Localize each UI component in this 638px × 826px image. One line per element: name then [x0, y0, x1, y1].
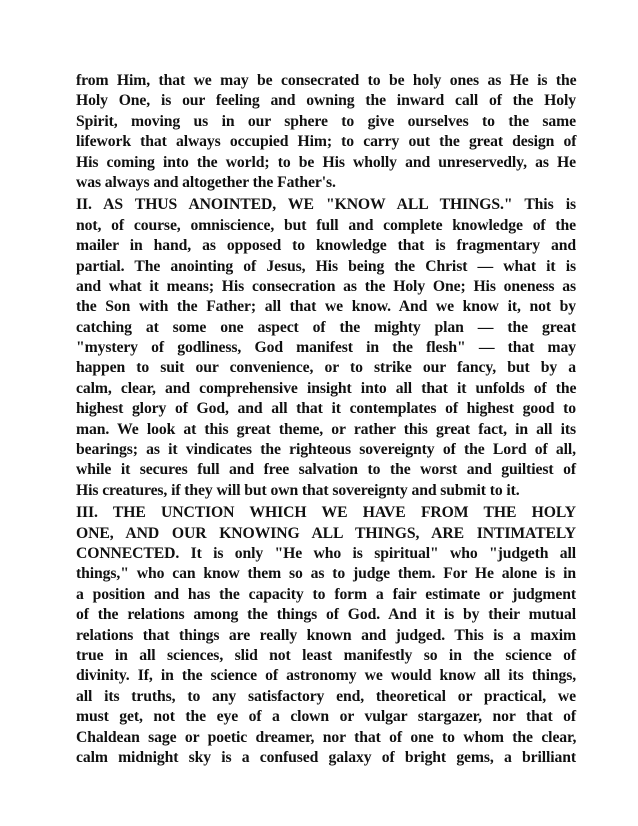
text-line: man. We look at this great theme, or rather this great fact, in all its	[76, 420, 576, 438]
text-line: Holy One, is our feeling and owning the inward call of the Holy	[76, 92, 576, 110]
text-line: and what it means; His consecration as the Holy One; His oneness as	[76, 277, 576, 295]
text-line: calm, clear, and comprehensive insight into all that it unfolds of the	[76, 379, 577, 397]
paragraph-consecration	[76, 71, 576, 193]
text-line: all its truths, to any satisfactory end, theoretical or practical, we	[76, 687, 576, 705]
text-line: "mystery of godliness, God manifest in the flesh" — that may	[76, 339, 576, 357]
text-line: of the relations among the things of God. And it is by their mutual	[76, 606, 576, 624]
text-line: happen to suit our convenience, or to strike our fancy, but by a	[76, 359, 576, 377]
text-line: true in all sciences, slid not least manifestly so in the science of	[76, 646, 576, 664]
text-line: a position and has the capacity to form a fair estimate or judgment	[76, 585, 576, 603]
text-line: relations that things are really known and judged. This is a maxim	[76, 626, 576, 644]
text-line: bearings; as it vindicates the righteous sovereignty of the Lord of all,	[76, 441, 576, 459]
text-line: CONNECTED. It is only "He who is spiritual" who "judgeth all	[76, 544, 576, 562]
text-line: the Son with the Father; all that we know. And we know it, not by	[76, 298, 576, 316]
text-line: lifework that always occupied Him; to carry out the great design of	[76, 133, 577, 151]
section-heading-ii: II. AS THUS ANOINTED, WE "KNOW ALL THINGS." This is	[76, 196, 576, 214]
text-line: catching at some one aspect of the mighty plan — the great	[76, 318, 576, 336]
text-line: partial. The anointing of Jesus, His being the Christ — what it is	[76, 257, 576, 275]
paragraph-section-ii	[76, 195, 576, 501]
text-line: must get, not the eye of a clown or vulgar stargazer, nor that of	[76, 708, 576, 726]
text-line: things," who can know them so as to judge them. For He alone is in	[76, 565, 576, 583]
text-line: mailer in hand, as opposed to knowledge that is fragmentary and	[76, 237, 576, 255]
text-line: His creatures, if they will but own that sovereignty and submit to it.	[76, 481, 520, 499]
paragraph-section-iii	[76, 503, 576, 768]
text-line: divinity. If, in the science of astronomy we would know all its things,	[76, 667, 577, 685]
document-page	[76, 71, 576, 770]
section-heading-iii-continued: ONE, AND OUR KNOWING ALL THINGS, ARE INTIMATELY	[76, 524, 576, 542]
text-line: from Him, that we may be consecrated to be holy ones as He is the	[76, 72, 577, 89]
text-line: while it secures full and free salvation to the worst and guiltiest of	[76, 461, 576, 479]
text-line: was always and altogether the Father's.	[76, 173, 336, 191]
section-heading-iii: III. THE UNCTION WHICH WE HAVE FROM THE HOLY	[76, 504, 576, 522]
text-line: not, of course, omniscience, but full and complete knowledge of the	[76, 216, 576, 234]
text-line: highest glory of God, and all that it contemplates of highest good to	[76, 400, 576, 418]
text-line: His coming into the world; to be His wholly and unreservedly, as He	[76, 153, 576, 171]
text-line: calm midnight sky is a confused galaxy of bright gems, a brilliant	[76, 748, 576, 766]
text-line: Chaldean sage or poetic dreamer, nor that of one to whom the clear,	[76, 728, 577, 746]
text-line: Spirit, moving us in our sphere to give ourselves to the same	[76, 112, 576, 130]
